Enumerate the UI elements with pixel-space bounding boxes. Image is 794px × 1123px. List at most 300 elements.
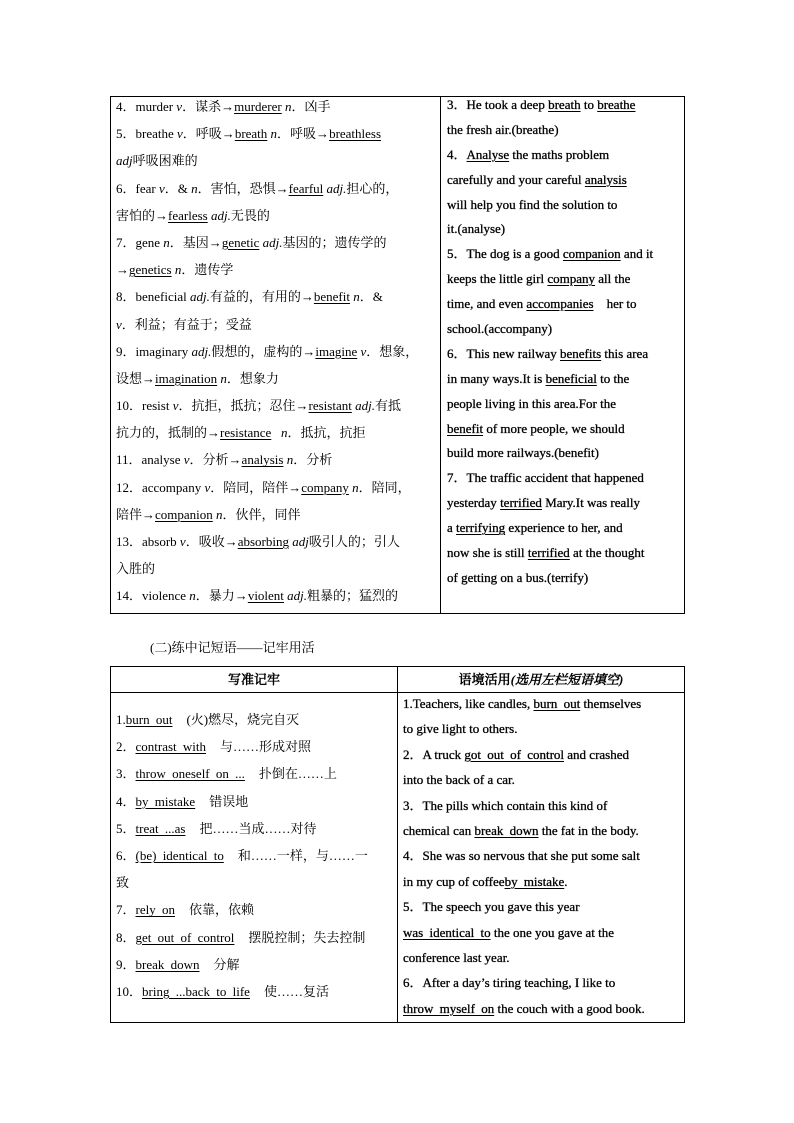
text-line (116, 392, 440, 419)
answer-underline: breath (548, 97, 581, 112)
text-run: her to (593, 296, 637, 312)
phrase-meaning: 把……当成……对待 (199, 820, 317, 836)
text-line (447, 491, 684, 516)
text-run: 1.Teachers, like candles, (403, 696, 534, 711)
text-run: . (564, 873, 568, 889)
text-line (403, 716, 684, 741)
answer-underline: was identical to (403, 924, 491, 940)
text-run: yesterday (447, 495, 501, 511)
text-run: ．伙伴，同伴 (222, 506, 301, 522)
answer-underline: terrified (500, 495, 542, 511)
text-line (403, 945, 684, 970)
text-run: ．基因→ (169, 234, 222, 250)
part-of-speech: v (176, 99, 183, 114)
answer-underline: murderer (234, 99, 282, 114)
word-family-list (116, 93, 440, 610)
text-line (403, 742, 684, 767)
example-sentence-list (447, 93, 684, 591)
text-line (116, 338, 440, 365)
answer-underline: rely on (135, 902, 175, 918)
text-run: 5．The speech you gave this year (403, 899, 580, 915)
usage-item (403, 894, 684, 970)
part-of-speech: n (163, 234, 170, 250)
text-line (403, 818, 684, 843)
part-of-speech: adj. (262, 234, 283, 250)
text-run: build more railways.(benefit) (447, 445, 599, 461)
header-right-note: (选用左栏短语填空) (510, 672, 624, 687)
text-run: 4． (116, 793, 136, 809)
answer-underline: throw oneself on ... (135, 766, 245, 782)
text-line (447, 367, 684, 392)
answer-underline: imagine (315, 343, 358, 359)
text-line (116, 978, 397, 1005)
part-of-speech: v (116, 316, 122, 332)
part-of-speech: v (360, 343, 367, 359)
part-of-speech: adj. (191, 343, 212, 359)
part-of-speech: n (216, 506, 223, 522)
text-line (447, 168, 684, 193)
answer-underline: burn out (125, 712, 173, 727)
text-run: all the (595, 271, 631, 287)
answer-underline: analysis (584, 171, 627, 187)
part-of-speech: adj. (287, 588, 308, 604)
phrase-meaning: 分解 (213, 956, 240, 972)
part-of-speech: v (179, 534, 186, 549)
answer-underline: companion (562, 246, 621, 262)
text-run: ．遗传学 (181, 262, 234, 278)
phrase-meaning: 依靠，依赖 (188, 902, 254, 918)
text-run: in my cup of coffee (403, 873, 505, 889)
text-run: 3． (116, 766, 136, 782)
text-line (116, 842, 397, 869)
header-right-title: 语境活用 (458, 672, 511, 687)
text-run: ．分析 (293, 452, 333, 468)
text-run: in many ways.It is (447, 370, 546, 386)
text-run: 2． (116, 739, 136, 755)
text-run: themselves (580, 696, 642, 711)
word-family-item (116, 175, 440, 229)
word-family-item (116, 229, 440, 283)
text-run: keeps the little girl (447, 271, 548, 287)
phrase-usage-list (403, 691, 684, 1021)
text-line (447, 566, 684, 591)
answer-underline: resistant (308, 398, 352, 414)
phrase-list-column (111, 693, 398, 1022)
word-family-item (116, 93, 440, 120)
text-run: ．害怕，恐惧→ (197, 180, 289, 196)
answer-underline: absorbing (237, 534, 289, 549)
phrase-table-header (111, 667, 684, 693)
answer-underline: fearful (288, 180, 324, 196)
text-line (447, 516, 684, 541)
text-run: ．想象力 (226, 370, 279, 386)
phrase-item (116, 978, 397, 1005)
word-family-item (116, 283, 440, 337)
word-family-item (116, 392, 440, 446)
text-run (271, 425, 281, 440)
answer-underline: (be) identical to (135, 847, 224, 863)
part-of-speech: n (286, 452, 294, 468)
example-sentence-column (441, 97, 684, 613)
answer-underline: break down (135, 956, 200, 972)
text-line (116, 474, 440, 501)
phrase-item (116, 815, 397, 842)
usage-item (403, 843, 684, 894)
text-run: will help you find the solution to (447, 196, 618, 212)
part-of-speech: v (183, 452, 190, 468)
text-run: into the back of a car. (403, 772, 515, 788)
text-line (447, 392, 684, 417)
text-run: 10．resist (116, 398, 173, 414)
text-line (116, 733, 397, 760)
text-run: 2．A truck (403, 746, 465, 762)
text-line (116, 555, 440, 582)
header-right (398, 667, 684, 692)
text-line (116, 419, 440, 446)
example-sentence-item (447, 143, 684, 243)
text-line (116, 446, 440, 473)
text-run: school.(accompany) (447, 321, 553, 337)
answer-underline: breathless (329, 126, 382, 142)
text-line (447, 441, 684, 466)
answer-underline: fearless (168, 207, 208, 223)
text-run: 8． (116, 929, 136, 945)
text-line (447, 417, 684, 442)
section-heading: (二)练中记短语——记牢用活 (150, 640, 315, 655)
part-of-speech: v (204, 479, 211, 495)
text-run: ．谋杀→ (182, 99, 235, 114)
text-run: 呼吸困难的 (132, 153, 198, 169)
answer-underline: breath (234, 126, 268, 142)
text-run: carefully and your careful (447, 171, 585, 187)
text-line (447, 118, 684, 143)
text-line (116, 924, 397, 951)
answer-underline: company (301, 479, 349, 495)
text-run: the fat in the body. (538, 822, 639, 838)
answer-underline: by mistake (135, 793, 196, 809)
answer-underline: beneficial (545, 370, 597, 386)
text-run: to give light to others. (403, 721, 518, 737)
part-of-speech: n (191, 180, 198, 196)
word-family-item (116, 528, 440, 582)
text-line (447, 193, 684, 218)
text-run: experience to her, and (505, 520, 623, 536)
example-sentence-item (447, 342, 684, 466)
text-line (116, 365, 440, 392)
phrase-meaning: 和……一样，与……一 (237, 847, 368, 863)
text-run: the fresh air.(breathe) (447, 121, 559, 137)
word-family-item (116, 120, 440, 174)
answer-underline: terrified (527, 545, 570, 561)
part-of-speech: n (353, 289, 360, 305)
usage-item (403, 691, 684, 742)
example-sentence-item (447, 242, 684, 342)
answer-underline: treat ...as (135, 820, 186, 836)
answer-underline: resistance (220, 425, 272, 441)
answer-underline: by mistake (504, 873, 565, 889)
text-line (403, 894, 684, 919)
word-family-column (111, 97, 441, 613)
answer-underline: accompanies (526, 296, 594, 312)
text-run: people living in this area.For the (447, 395, 616, 411)
text-run: ．呼吸→ (277, 126, 330, 142)
text-line (447, 466, 684, 491)
part-of-speech: n (352, 479, 359, 495)
part-of-speech: v (177, 126, 183, 142)
part-of-speech: adj (292, 534, 309, 549)
text-run: 3．He took a deep (447, 97, 549, 112)
answer-underline: bring ...back to life (142, 983, 250, 999)
text-line (403, 920, 684, 945)
text-line (116, 896, 397, 923)
text-run: of getting on a bus.(terrify) (447, 569, 589, 585)
answer-underline: throw myself on (403, 1000, 495, 1016)
part-of-speech: n (281, 425, 288, 441)
example-sentence-item (447, 466, 684, 590)
phrase-meaning: 扑倒在……上 (258, 766, 337, 782)
usage-item (403, 970, 684, 1021)
text-run: ．抵抗，抗拒 (287, 425, 366, 441)
text-line (116, 869, 397, 896)
part-of-speech: n (270, 126, 278, 142)
answer-underline: breathe (597, 97, 636, 112)
text-run: 致 (116, 875, 130, 891)
text-line (116, 229, 440, 256)
phrase-item (116, 788, 397, 815)
text-line (116, 202, 440, 229)
text-line (116, 147, 440, 174)
text-run: at the thought (569, 545, 645, 561)
text-run: the couch with a good book. (494, 1000, 645, 1016)
text-run: 有益的，有用的→ (209, 289, 314, 305)
phrase-item (116, 706, 397, 733)
text-run: ．陪同，陪伴→ (210, 479, 302, 495)
text-run: 5．breathe (116, 126, 178, 142)
text-run: 4．murder (116, 99, 177, 114)
text-line (116, 93, 440, 120)
answer-underline: terrifying (456, 520, 506, 536)
text-run: 10． (116, 983, 143, 999)
text-line (447, 541, 684, 566)
text-run: ．& (359, 289, 387, 305)
part-of-speech: n (189, 588, 196, 604)
text-line (116, 528, 440, 555)
text-run: ．分析→ (189, 452, 242, 468)
text-run: it.(analyse) (447, 221, 506, 237)
header-left: 写准记牢 (111, 667, 398, 692)
phrase-table (110, 666, 685, 1023)
answer-underline: company (547, 271, 596, 287)
text-line (403, 767, 684, 792)
text-run: ．凶手 (291, 99, 331, 114)
text-run: 14．violence (116, 588, 190, 604)
text-run: 6． (116, 847, 136, 863)
text-run: 6．This new railway (447, 345, 561, 361)
example-sentence-item (447, 93, 684, 143)
text-line (447, 342, 684, 367)
text-line (447, 217, 684, 242)
answer-underline: genetics (129, 262, 172, 278)
text-line (403, 996, 684, 1021)
part-of-speech: adj (116, 153, 133, 169)
text-line (447, 143, 684, 168)
part-of-speech: adj. (326, 180, 347, 196)
text-line (116, 582, 440, 609)
phrase-meaning: 使……复活 (263, 983, 329, 999)
text-line (447, 242, 684, 267)
word-family-item (116, 338, 440, 392)
phrase-meaning: 错误地 (209, 793, 249, 809)
phrase-item (116, 760, 397, 787)
text-run: of more people, we should (483, 420, 625, 436)
text-run: 11．analyse (116, 452, 184, 468)
part-of-speech: adj. (210, 207, 231, 223)
text-run: to the (596, 370, 630, 386)
phrase-item (116, 842, 397, 896)
phrase-item (116, 733, 397, 760)
text-run: conference last year. (403, 949, 510, 965)
text-run: 陪伴→ (116, 506, 156, 522)
part-of-speech: n (284, 99, 292, 114)
answer-underline: benefits (560, 345, 602, 361)
text-line (116, 311, 440, 338)
text-run: 12．accompany (116, 479, 205, 495)
text-run: 7．gene (116, 234, 164, 250)
text-run: 1. (116, 712, 126, 727)
text-run: 粗暴的；猛烈的 (307, 588, 399, 604)
answer-underline: Analyse (466, 146, 510, 162)
text-run: 8．beneficial (116, 289, 190, 305)
text-run: ．& (164, 180, 192, 196)
text-run: 3．The pills which contain this kind of (403, 797, 608, 813)
text-run: ．抗拒，抵抗；忍住→ (178, 398, 309, 414)
answer-underline: contrast with (135, 739, 207, 755)
text-run: ．利益；有益于；受益 (121, 316, 252, 332)
text-run: 4． (447, 146, 467, 162)
text-run: 设想→ (116, 370, 156, 386)
text-run: Mary.It was really (541, 495, 641, 511)
phrase-meaning: 摆脱控制；失去控制 (248, 929, 366, 945)
text-run: 13．absorb (116, 534, 180, 549)
text-run: to (580, 97, 598, 112)
text-run: 无畏的 (230, 207, 270, 223)
answer-underline: violent (247, 588, 284, 604)
text-run: 基因的；遗传学的 (282, 234, 387, 250)
text-run: 6．After a day’s tiring teaching, I like to (403, 975, 616, 991)
text-line (116, 951, 397, 978)
text-run: 吸引人的；引人 (308, 534, 400, 549)
text-run: ．陪同， (358, 479, 411, 495)
text-run: ．吸收→ (185, 534, 238, 549)
text-line (116, 788, 397, 815)
text-line (116, 501, 440, 528)
answer-underline: burn out (533, 696, 581, 711)
text-run: 假想的，虚构的→ (211, 343, 316, 359)
phrase-meaning: 与……形成对照 (220, 739, 312, 755)
text-run: 5．The dog is a good (447, 246, 563, 262)
part-of-speech: n (174, 262, 182, 278)
text-run: 有抵 (374, 398, 401, 414)
phrase-item (116, 951, 397, 978)
answer-underline: companion (155, 506, 213, 522)
text-line (403, 970, 684, 995)
word-family-item (116, 446, 440, 473)
answer-underline: break down (474, 822, 539, 838)
usage-item (403, 742, 684, 793)
text-run: a (447, 520, 457, 536)
text-line (447, 317, 684, 342)
text-line (116, 815, 397, 842)
part-of-speech: v (158, 180, 165, 196)
text-run: 担心的， (346, 180, 399, 196)
usage-item (403, 793, 684, 844)
answer-underline: imagination (155, 370, 218, 386)
text-run: 9． (116, 956, 136, 972)
text-run: the maths problem (509, 146, 610, 162)
text-line (116, 120, 440, 147)
word-family-table (110, 96, 685, 614)
text-run: ．暴力→ (195, 588, 248, 604)
text-run: 抗力的，抵制的→ (116, 425, 221, 441)
text-run: the one you gave at the (490, 924, 615, 940)
text-line (116, 706, 397, 733)
answer-underline: got out of control (464, 746, 565, 762)
text-run: 9．imaginary (116, 343, 192, 359)
part-of-speech: v (172, 398, 179, 414)
text-run: ．想象， (366, 343, 419, 359)
text-run: 6．fear (116, 180, 159, 196)
phrase-usage-column (398, 693, 684, 1022)
text-line (403, 869, 684, 894)
text-run: 5． (116, 820, 136, 836)
answer-underline: analysis (241, 452, 284, 468)
text-line (447, 292, 684, 317)
text-line (116, 760, 397, 787)
part-of-speech: n (220, 370, 227, 386)
answer-underline: benefit (447, 420, 484, 436)
answer-underline: benefit (313, 289, 350, 305)
text-run: chemical can (403, 822, 475, 838)
text-line (403, 843, 684, 868)
text-run: time, and even (447, 296, 527, 312)
phrase-table-body (111, 693, 684, 1022)
answer-underline: get out of control (135, 929, 235, 945)
phrase-list (116, 706, 397, 1005)
text-line (447, 93, 684, 118)
text-run: and it (620, 246, 654, 262)
answer-underline: genetic (221, 234, 260, 250)
text-line (116, 256, 440, 283)
text-line (447, 267, 684, 292)
text-run: this area (601, 345, 649, 361)
text-run: 害怕的→ (116, 207, 169, 223)
text-line (403, 691, 684, 716)
text-run: 入胜的 (116, 561, 156, 577)
text-run: now she is still (447, 545, 528, 561)
text-run: and crashed (564, 746, 629, 762)
part-of-speech: adj. (190, 289, 210, 305)
text-run: ．呼吸→ (182, 126, 235, 142)
text-line (116, 175, 440, 202)
text-line (116, 283, 440, 310)
phrase-meaning: (火)燃尽，烧完自灭 (186, 712, 300, 727)
text-line (403, 793, 684, 818)
word-family-item (116, 582, 440, 609)
part-of-speech: adj. (355, 398, 375, 414)
text-run: 4．She was so nervous that she put some salt (403, 848, 640, 864)
phrase-item (116, 896, 397, 923)
phrase-item (116, 924, 397, 951)
